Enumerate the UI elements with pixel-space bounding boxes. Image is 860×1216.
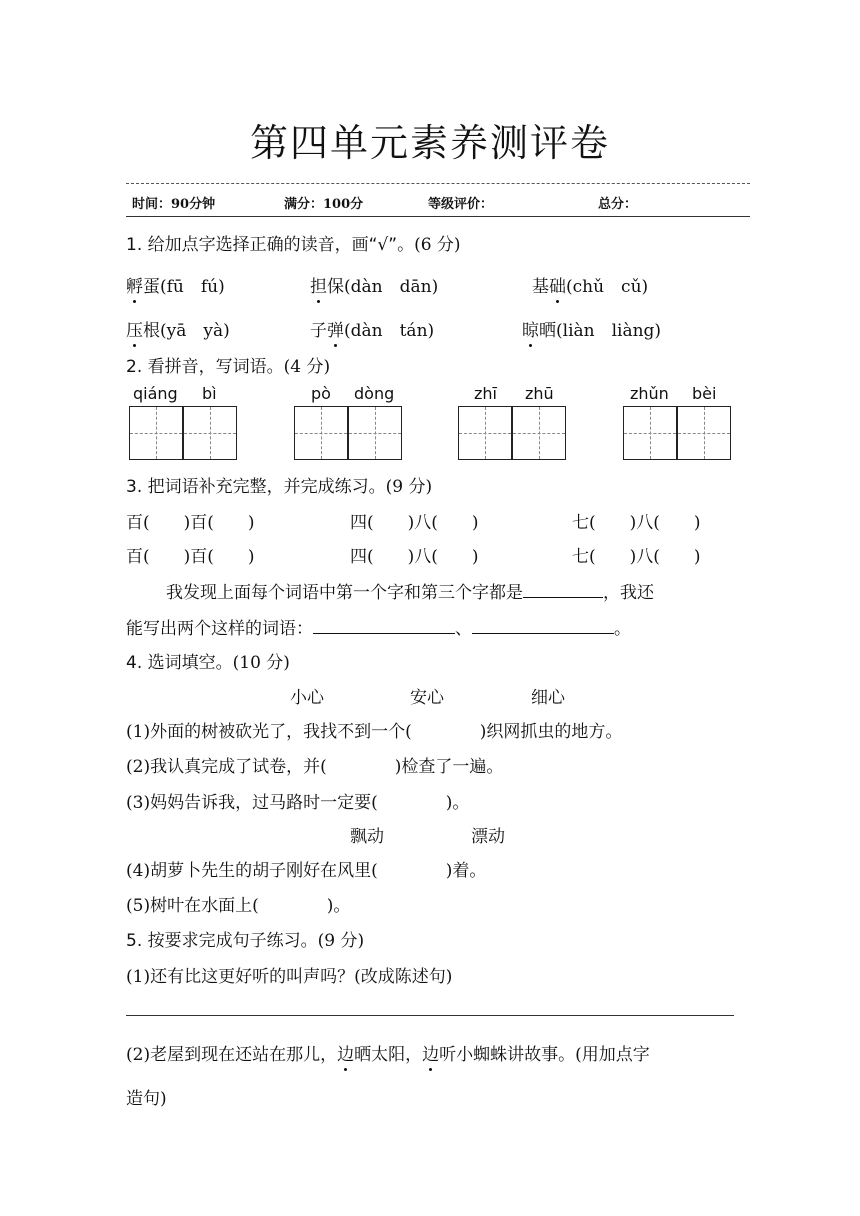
- q5-sentence-text: 晒太阳，: [354, 1045, 423, 1065]
- word-option: 漂动: [471, 827, 505, 847]
- answer-blank[interactable]: [472, 615, 614, 634]
- word-option: 小心: [290, 688, 324, 708]
- q3-points: (9 分): [385, 477, 433, 497]
- q1-item-text: 根: [143, 321, 160, 341]
- q1-pinyin-options: (dàn tán): [344, 321, 435, 341]
- total-score-label: 总分：: [598, 197, 638, 212]
- q1-item: [310, 316, 434, 341]
- q1-pinyin-options: (yā yà): [160, 321, 230, 341]
- q1-heading: [126, 230, 461, 255]
- q5-sentence-text: (2)老屋到现在还站在那儿，: [126, 1045, 338, 1065]
- idiom-blank[interactable]: 百( )百( ): [126, 513, 255, 533]
- pinyin-label: pò: [311, 384, 331, 403]
- q5-sentence-text: 听小蜘蛛讲故事。(用加点字: [439, 1045, 650, 1065]
- q1-item: [532, 272, 648, 297]
- pinyin-label: bì: [202, 384, 217, 403]
- writing-box[interactable]: [183, 406, 237, 460]
- q1-dotted-char: 压: [126, 321, 143, 341]
- q4-heading: [126, 648, 290, 673]
- q3-para-text: 我发现上面每个词语中第一个字和第三个字都是: [166, 583, 523, 603]
- idiom-blank[interactable]: 四( )八( ): [350, 547, 479, 567]
- q5-sentence: [126, 1040, 650, 1065]
- q1-item-text: 保: [327, 277, 344, 297]
- q3-heading-text: 3. 把词语补充完整，并完成练习。: [126, 477, 386, 497]
- q5-dotted-char: 边: [422, 1045, 440, 1065]
- writing-box[interactable]: [623, 406, 677, 460]
- writing-box[interactable]: [348, 406, 402, 460]
- q1-pinyin-options: (fū fú): [160, 277, 225, 297]
- word-option: 细心: [531, 688, 565, 708]
- q5-points: (9 分): [317, 931, 365, 951]
- pinyin-label: bèi: [692, 384, 717, 403]
- q1-item-text: 子: [310, 321, 327, 341]
- pinyin-label: zhǔn: [630, 384, 669, 403]
- q1-heading-text: 1. 给加点字选择正确的读音，画“√”。: [126, 235, 415, 255]
- q4-sentence[interactable]: (4)胡萝卜先生的胡子刚好在风里( )着。: [126, 861, 487, 881]
- idiom-blank[interactable]: 七( )八( ): [572, 547, 701, 567]
- writing-box[interactable]: [129, 406, 183, 460]
- q2-points: (4 分): [283, 357, 331, 377]
- q1-pinyin-options: (liàn liàng): [556, 321, 662, 341]
- q1-dotted-char: 础: [549, 277, 566, 297]
- pinyin-label: qiáng: [133, 384, 178, 403]
- q2-heading: [126, 352, 330, 377]
- q1-pinyin-options: (dàn dān): [344, 277, 439, 297]
- q1-item: [522, 316, 661, 341]
- writing-box[interactable]: [677, 406, 731, 460]
- writing-box[interactable]: [512, 406, 566, 460]
- q5-heading: [126, 926, 364, 951]
- q3-para-text: 能写出两个这样的词语：: [126, 619, 313, 639]
- q3-para-text: 。: [614, 619, 631, 639]
- q3-paragraph-line1: [166, 578, 654, 603]
- idiom-blank[interactable]: 四( )八( ): [350, 513, 479, 533]
- word-option: 飘动: [350, 827, 384, 847]
- q3-para-text: ，我还: [603, 583, 654, 603]
- q4-points: (10 分): [232, 653, 290, 673]
- q5-sentence-continued: 造句): [126, 1089, 167, 1109]
- pinyin-label: zhī: [474, 384, 497, 403]
- answer-blank[interactable]: [523, 579, 603, 598]
- answer-line[interactable]: [126, 1015, 734, 1016]
- q3-heading: [126, 472, 432, 497]
- q5-heading-text: 5. 按要求完成句子练习。: [126, 931, 318, 951]
- q4-sentence[interactable]: (2)我认真完成了试卷，并( )检查了一遍。: [126, 757, 504, 777]
- q4-heading-text: 4. 选词填空。: [126, 653, 233, 673]
- q1-item-text: 基: [532, 277, 549, 297]
- q4-sentence[interactable]: (5)树叶在水面上( )。: [126, 896, 351, 916]
- q1-dotted-char: 弹: [327, 321, 344, 341]
- idiom-blank[interactable]: 百( )百( ): [126, 547, 255, 567]
- q1-dotted-char: 晾: [522, 321, 539, 341]
- q5-dotted-char: 边: [337, 1045, 355, 1065]
- pinyin-label: dòng: [354, 384, 395, 403]
- grade-label: 等级评价：: [428, 197, 494, 212]
- q3-paragraph-line2: [126, 614, 631, 639]
- q1-dotted-char: 孵: [126, 277, 143, 297]
- idiom-blank[interactable]: 七( )八( ): [572, 513, 701, 533]
- q1-item-text: 晒: [539, 321, 556, 341]
- answer-blank[interactable]: [313, 615, 455, 634]
- q1-item-text: 蛋: [143, 277, 160, 297]
- q4-sentence[interactable]: (3)妈妈告诉我，过马路时一定要( )。: [126, 793, 470, 813]
- q1-item: [126, 316, 230, 341]
- header-dashed-divider: [126, 183, 750, 184]
- q1-item: [310, 272, 438, 297]
- q1-pinyin-options: (chǔ cǔ): [566, 277, 649, 297]
- time-label: 时间：90分钟: [132, 197, 216, 212]
- writing-box[interactable]: [294, 406, 348, 460]
- full-score-label: 满分：100分: [284, 197, 364, 212]
- q1-points: (6 分): [414, 235, 461, 255]
- page-title: 第四单元素养测评卷: [249, 121, 610, 165]
- word-option: 安心: [410, 688, 444, 708]
- q1-item: [126, 272, 225, 297]
- q5-sentence: (1)还有比这更好听的叫声吗？(改成陈述句): [126, 967, 453, 987]
- header-solid-divider: [126, 216, 750, 217]
- writing-box[interactable]: [458, 406, 512, 460]
- q4-sentence[interactable]: (1)外面的树被砍光了，我找不到一个( )织网抓虫的地方。: [126, 722, 623, 742]
- q1-dotted-char: 担: [310, 277, 327, 297]
- q3-para-text: 、: [455, 619, 472, 639]
- q2-heading-text: 2. 看拼音，写词语。: [126, 357, 284, 377]
- pinyin-label: zhū: [525, 384, 554, 403]
